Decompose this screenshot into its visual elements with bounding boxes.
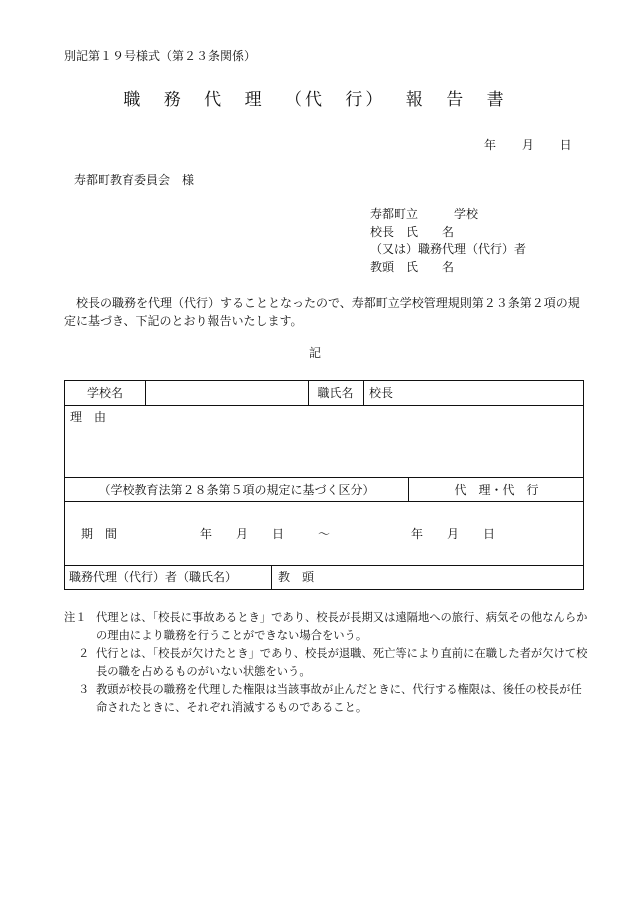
period-separator: ～: [318, 527, 331, 541]
note-item: [64, 681, 588, 717]
body-text: 校長の職務を代理（代行）することとなったので、寿都町立学校管理規則第２３条第２項の規定に基づき、下記のとおり報告いたします。: [64, 296, 580, 328]
sender-school: 寿都町立 学校: [370, 207, 479, 221]
category-value: 代 理・代 行: [454, 483, 539, 497]
note-number: ３: [78, 683, 90, 696]
sender-vice-principal: 教頭 氏 名: [370, 260, 455, 274]
row-divider: [65, 501, 583, 502]
agent-label: 職務代理（代行）者（職氏名）: [69, 570, 238, 584]
notes: [64, 609, 588, 717]
note-text: 教頭が校長の職務を代理した権限は当該事故が止んだときに、代行する権限は、後任の校長が任命されたときに、それぞれ消滅するものであること。: [96, 683, 582, 714]
category-label: （学校教育法第２８条第５項の規定に基づく区分）: [98, 483, 375, 497]
note-text: 代理とは、「校長に事故あるとき」であり、校長が長期又は遠隔地への旅行、病気その他なんらかの理由により職務を行うことができない場合をいう。: [96, 611, 588, 642]
school-name-label: 学校名: [86, 386, 123, 400]
date-label: 年 月 日: [484, 138, 572, 152]
note-number: ２: [78, 647, 90, 660]
note-item: [64, 609, 588, 645]
position-value: 校長: [369, 386, 394, 400]
note-number: 注１: [64, 611, 87, 624]
school-name-field[interactable]: [146, 383, 308, 403]
period-label: 期 間: [81, 527, 118, 541]
period-from: 年 月 日: [200, 527, 285, 541]
row-divider: [65, 405, 583, 406]
sender-principal: 校長 氏 名: [370, 225, 455, 239]
sender-alternate: （又は）職務代理（代行）者: [370, 242, 527, 256]
addressee: 寿都町教育委員会 様: [74, 173, 195, 187]
reason-label: 理 由: [70, 410, 107, 424]
col-divider: [271, 565, 272, 590]
row-divider: [65, 477, 583, 478]
note-item: [64, 645, 588, 681]
ki-label: 記: [308, 346, 321, 360]
page-title: 職 務 代 理 （代 行） 報 告 書: [123, 90, 507, 110]
form-label: 別記第１９号様式（第２３条関係）: [64, 49, 257, 63]
report-table: [64, 380, 584, 590]
agent-value: 教 頭: [278, 570, 315, 584]
col-divider: [363, 381, 364, 405]
reason-field[interactable]: [125, 409, 575, 473]
row-divider: [65, 565, 583, 566]
note-text: 代行とは、「校長が欠けたとき」であり、校長が退職、死亡等により直前に在職した者が欠けて校長の職を占めるものがいない状態をいう。: [96, 647, 588, 678]
period-to: 年 月 日: [411, 527, 496, 541]
position-label: 職氏名: [317, 386, 354, 400]
